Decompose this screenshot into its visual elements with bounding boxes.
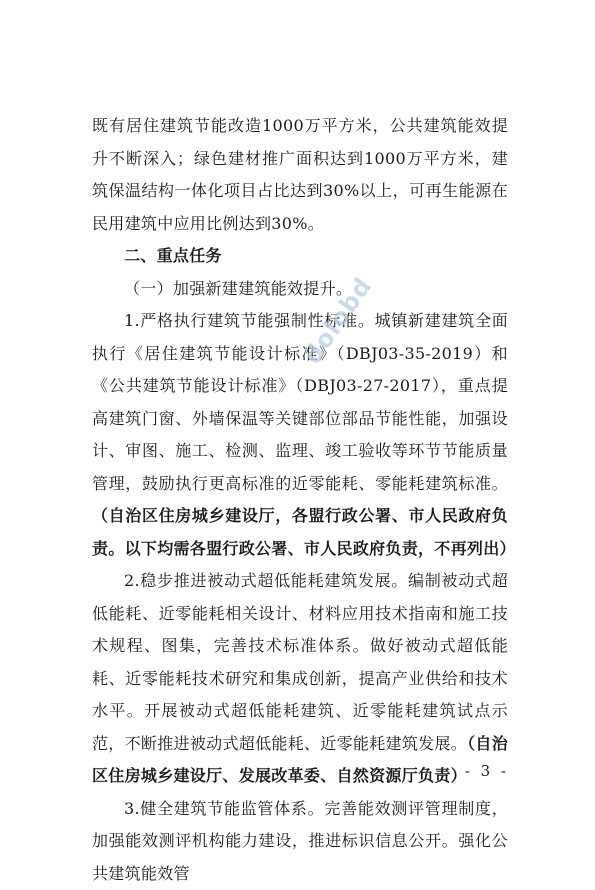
task-item-3-text: 3.健全建筑节能监管体系。完善能效测评管理制度，加强能效测评机构能力建设，推进标识信息公开。强化公共建筑能效管	[92, 799, 508, 883]
section-heading: 二、重点任务	[92, 240, 508, 273]
task-item-2	[92, 565, 508, 793]
task-item-1	[92, 305, 508, 565]
page-number: - 3 -	[465, 762, 509, 780]
task-item-2-responsible: （自治区住房城乡建设厅、发展改革委、自然资源厅负责）	[92, 734, 508, 786]
intro-paragraph: 既有居住建筑节能改造1000万平方米，公共建筑能效提升不断深入；绿色建材推广面积达到1000万平方米，建筑保温结构一体化项目占比达到30%以上，可再生能源在民用建筑中应用比例达到30%。	[92, 110, 508, 240]
task-item-1-text: 1.严格执行建筑节能强制性标准。城镇新建建筑全面执行《居住建筑节能设计标准》（DBJ03-35-2019）和《公共建筑节能设计标准》（DBJ03-27-2017），重点提高建筑门窗、外墙保温等关键部位部品节能性能，加强设计、审图、施工、检测、监理、竣工验收等环节节能质量管理，鼓励执行更高标准的近零能耗、零能耗建筑标准。	[92, 311, 508, 493]
document-body	[92, 110, 508, 890]
task-item-1-responsible: （自治区住房城乡建设厅，各盟行政公署、市人民政府负责。以下均需各盟行政公署、市人民政府负责，不再列出）	[92, 506, 516, 558]
watermark: dolobd	[298, 272, 378, 369]
subsection-heading: （一）加强新建建筑能效提升。	[92, 273, 508, 306]
task-item-3	[92, 793, 508, 890]
task-item-2-text: 2.稳步推进被动式超低能耗建筑发展。编制被动式超低能耗、近零能耗相关设计、材料应用技术指南和施工技术规程、图集，完善技术标准体系。做好被动式超低能耗、近零能耗技术研究和集成创新，提高产业供给和技术水平。开展被动式超低能耗建筑、近零能耗建筑试点示范，不断推进被动式超低能耗、近零能耗建筑发展。	[92, 571, 508, 753]
